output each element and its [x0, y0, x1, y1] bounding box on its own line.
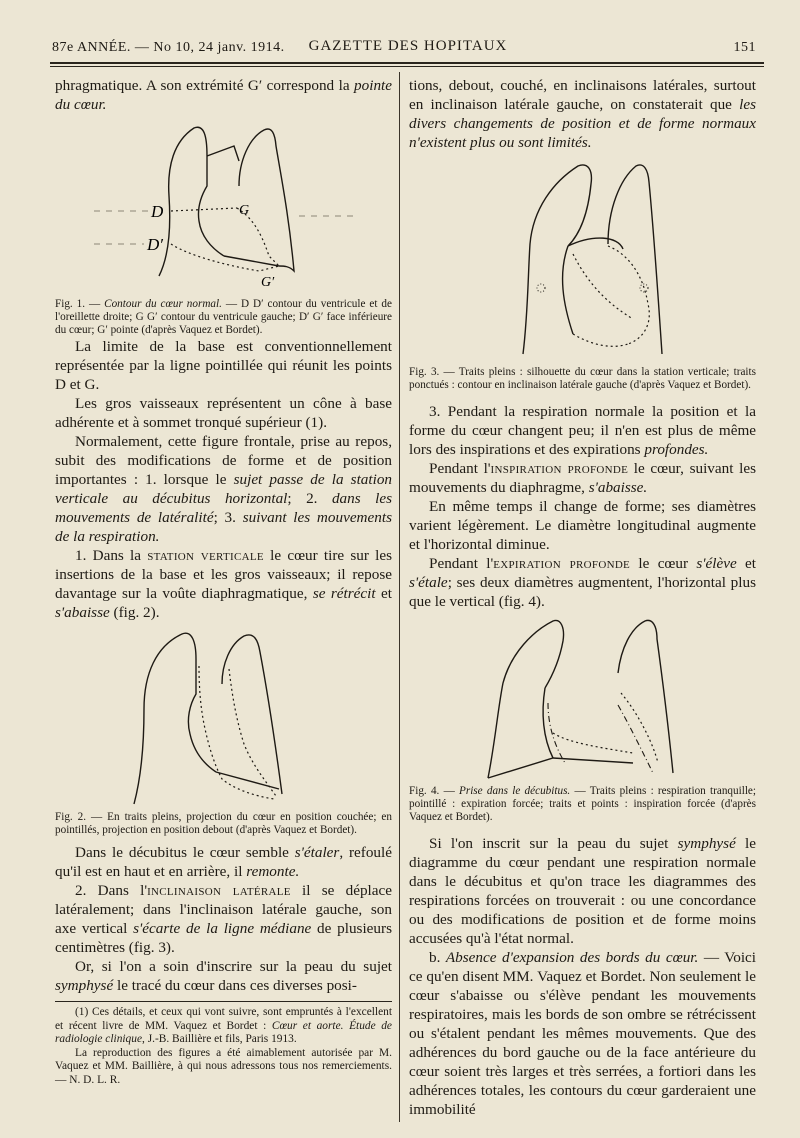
- paragraph: Or, si l'on a soin d'inscrire sur la peau du sujet symphysé le tracé du cœur dans ces diverses posi-: [55, 958, 392, 994]
- figure-1-label-d: D: [150, 202, 163, 221]
- paragraph: Pendant l'inspiration profonde le cœur, suivant les mouvements du diaphragme, s'abaisse.: [409, 460, 756, 496]
- paragraph: Si l'on inscrit sur la peau du sujet symphysé le diagramme du cœur pendant une respiration normale dans le décubitus et qu'on trace les diagrammes des respirations forcées on trouverait : ou une concordance ou des modifications de position et de forme moins accusées qu'à l'état normal.: [409, 835, 756, 947]
- figure-4-caption: Fig. 4. — Prise dans le décubitus. — Traits pleins : respiration tranquille; pointillé : expiration forcée; traits et points : inspiration forcée (d'après Vaquez et Bordet).: [409, 785, 756, 823]
- header-rule-thin: [50, 66, 764, 67]
- figure-4: [453, 613, 713, 783]
- journal-title: GAZETTE DES HOPITAUX: [308, 38, 508, 54]
- figure-1-label-g: G: [238, 203, 249, 218]
- figure-1-caption: Fig. 1. — Contour du cœur normal. — D D′ contour du ventricule et de l'oreillette droite; G G′ contour du ventricule gauche; D′ G′ face inférieure du cœur; G′ pointe (d'après Vaquez et Bordet).: [55, 298, 392, 336]
- paragraph: 2. Dans l'inclinaison latérale il se déplace latéralement; dans l'inclinaison latérale gauche, son axe vertical s'écarte de la ligne médiane de plusieurs centimètres (fig. 3).: [55, 882, 393, 956]
- figure-3: [448, 154, 718, 364]
- paragraph: b. Absence d'expansion des bords du cœur. — Voici ce qu'en disent MM. Vaquez et Bordet. Non seulement le cœur s'abaisse ou s'élève pendant les mouvements respiratoires, mais les bords de son ombre se rétrécissent ou s'étalent pendant les mêmes mouvements. Que des adhérences du bord gauche ou de la face antérieure du cœur soient très larges et très serrées, a fortiori dans les adhérences totales, les contours du cœur garderaient une immobilité: [409, 949, 757, 1118]
- header-rule: [50, 62, 764, 64]
- page-header: [52, 36, 764, 62]
- figure-1-label-g-prime: G′: [260, 275, 274, 290]
- paragraph: 1. Dans la station verticale le cœur tire sur les insertions de la base et les gros vaisseaux; il repose davantage sur la voûte diaphragmatique, se rétrécit et s'abaisse (fig. 2).: [55, 547, 392, 621]
- paragraph: Les gros vaisseaux représentent un cône à base adhérente et à sommet tronqué supérieur (1).: [55, 395, 392, 431]
- paragraph: Normalement, cette figure frontale, prise au repos, subit des modifications de forme et de position importantes : 1. lorsque le sujet passe de la station verticale au décubitus horizontal; 2. dans les mouvements de latéralité; 3. suivant les mouvements de la respiration.: [55, 433, 393, 545]
- paragraph: phragmatique. A son extrémité G′ correspond la pointe du cœur.: [55, 77, 392, 113]
- footnote: (1) Ces détails, et ceux qui vont suivre, sont empruntés à l'excellent et récent livre de MM. Vaquez et Bordet : Cœur et aorte. Étude de radiologie clinique, J.-B. Baillière et fils, Paris 1913.: [55, 1006, 392, 1045]
- paragraph: En même temps il change de forme; ses diamètres varient légèrement. Le diamètre longitudinal augmente et l'horizontal diminue.: [409, 498, 756, 553]
- footnote: La reproduction des figures a été aimablement autorisée par M. Vaquez et MM. Baillière, à qui nous adressons tous nos remerciements. — N. D. L. R.: [55, 1046, 392, 1086]
- paragraph: La limite de la base est conventionnellement représentée par la ligne pointillée qui réunit les points D et G.: [55, 338, 392, 393]
- footnote-rule: [55, 1001, 392, 1002]
- paragraph: Pendant l'expiration profonde le cœur s'élève et s'étale; ses deux diamètres augmentent, l'horizontal plus que le vertical (fig. 4).: [409, 555, 757, 610]
- paragraph: 3. Pendant la respiration normale la position et la forme du cœur changent peu; il n'en est plus de même lors des inspirations et des expirations profondes.: [409, 403, 756, 458]
- issue-info: 87e ANNÉE. — No 10, 24 janv. 1914.: [52, 40, 285, 55]
- figure-1-label-d-prime: D′: [146, 235, 163, 254]
- left-column: [55, 76, 392, 1087]
- column-divider: [399, 72, 400, 1122]
- figure-2-caption: Fig. 2. — En traits pleins, projection du cœur en position couchée; en pointillés, projection en position debout (d'après Vaquez et Bordet).: [55, 811, 392, 836]
- page-number: 151: [733, 40, 756, 55]
- paragraph: Dans le décubitus le cœur semble s'étaler, refoulé qu'il est en haut et en arrière, il remonte.: [55, 844, 392, 880]
- figure-3-caption: Fig. 3. — Traits pleins : silhouette du cœur dans la station verticale; traits ponctués : contour en inclinaison latérale gauche (d'après Vaquez et Bordet).: [409, 366, 756, 391]
- right-column: [409, 76, 756, 1119]
- figure-2: [104, 624, 344, 809]
- paragraph: tions, debout, couché, en inclinaisons latérales, surtout en inclinaison latérale gauche, on constaterait que les divers changements de position et de forme normaux n'existent plus ou sont limités.: [409, 77, 756, 151]
- figure-1: [89, 116, 359, 296]
